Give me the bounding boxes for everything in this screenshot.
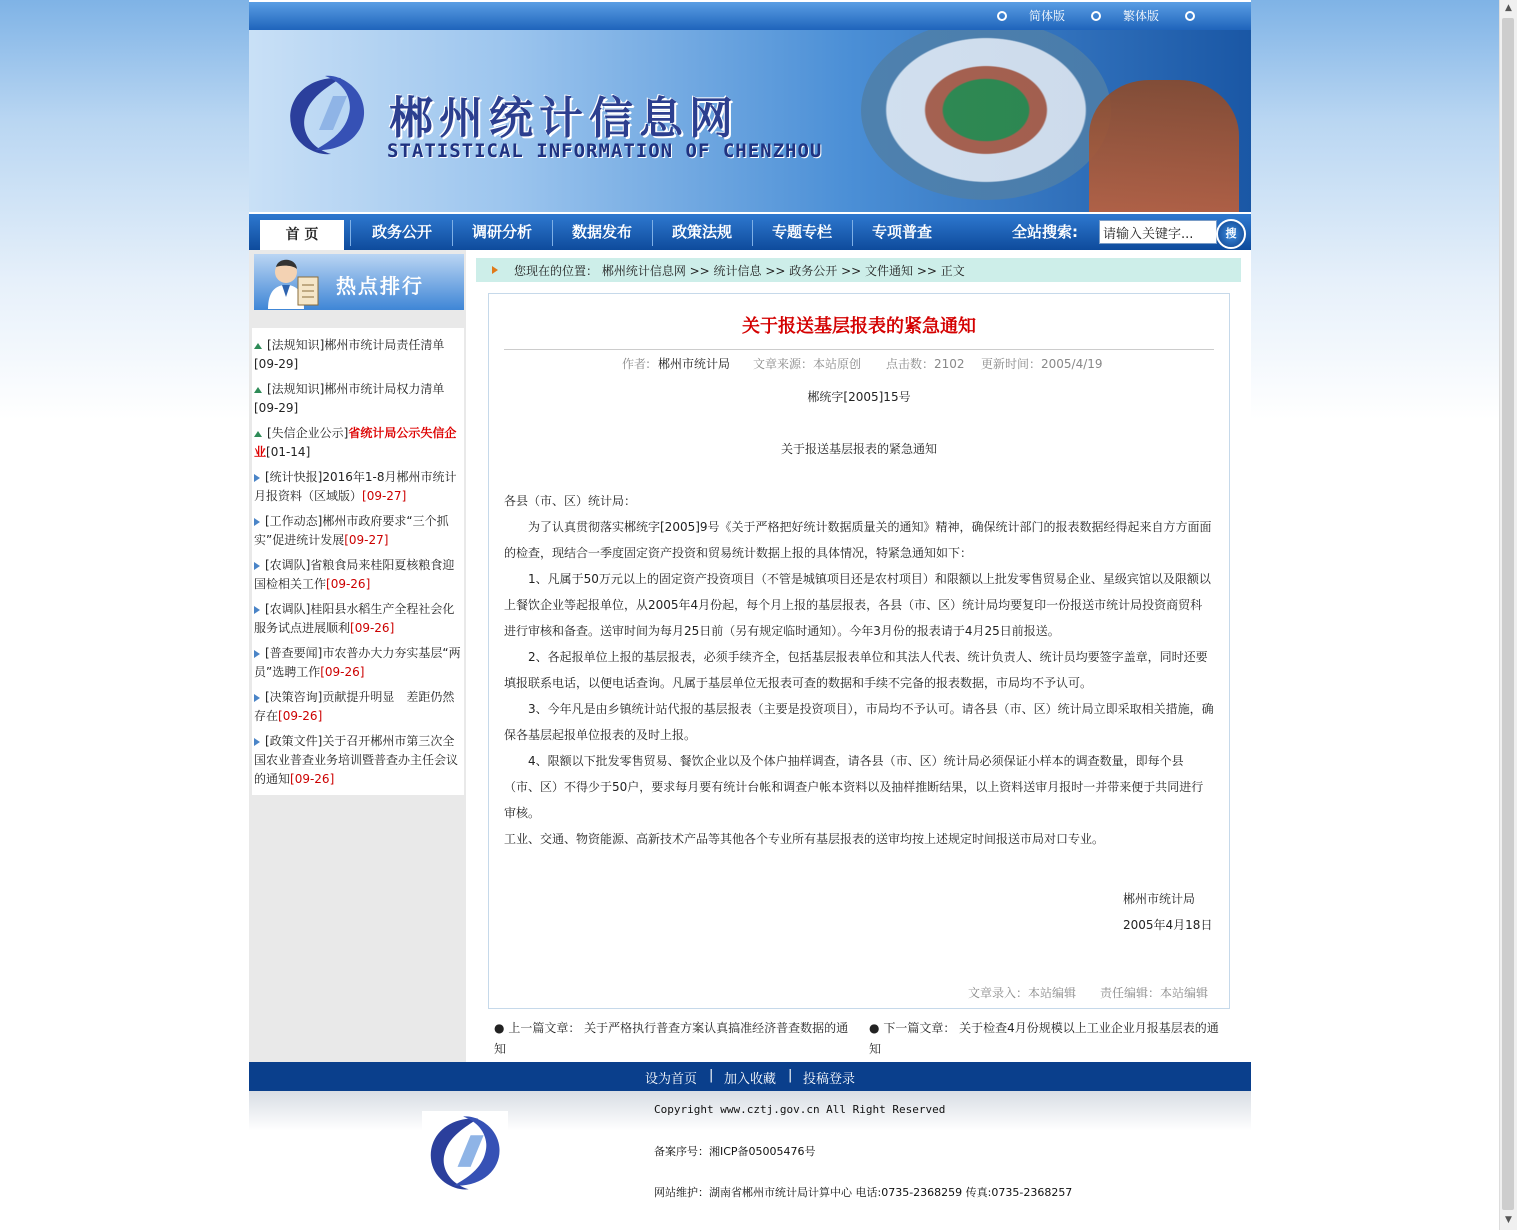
item-title[interactable]: 省统计局公示失信企业 bbox=[254, 426, 457, 459]
right-arrow-icon bbox=[254, 606, 260, 614]
list-item[interactable] bbox=[254, 380, 462, 418]
item-title[interactable]: 2016年1-8月郴州市统计月报资料（区域版） bbox=[254, 470, 457, 503]
stadium-image bbox=[861, 30, 1111, 200]
divider bbox=[504, 349, 1214, 350]
list-item[interactable] bbox=[254, 468, 462, 506]
nav-item-topics[interactable]: 专题专栏 bbox=[771, 223, 832, 241]
top-bar bbox=[249, 0, 1251, 30]
item-title[interactable]: 省粮食局来桂阳夏核粮食迎国检相关工作 bbox=[254, 558, 455, 591]
next-link[interactable]: 关于检查4月份规模以上工业企业月报基层表的通知 bbox=[869, 1021, 1219, 1056]
scroll-up-icon[interactable]: ▲ bbox=[1505, 3, 1512, 13]
search-input[interactable] bbox=[1099, 220, 1217, 244]
nav-item-research[interactable]: 调研分析 bbox=[471, 223, 532, 241]
article-title: 关于报送基层报表的紧急通知 bbox=[742, 316, 976, 337]
item-category: [法规知识] bbox=[267, 382, 325, 396]
paragraph: 工业、交通、物资能源、高新技术产品等其他各个专业所有基层报表的送审均按上述规定时间报送市局对口专业。 bbox=[504, 832, 1105, 846]
paragraph: 4、限额以下批发零售贸易、餐饮企业以及个体户抽样调查，请各县（市、区）统计局必须保证小样本的调查数量，即每个县（市、区）不得少于50户，要求每月要有统计台帐和调查户帐本资料以及抽样推断结果，以上资料送审月报时一并带来便于共同进行审核。 bbox=[504, 754, 1204, 820]
breadcrumb bbox=[476, 258, 1241, 282]
page-container bbox=[249, 0, 1251, 1212]
right-arrow-icon bbox=[254, 694, 260, 702]
paragraph: 3、今年凡是由乡镇统计站代报的基层报表（主要是投资项目），市局均不予认可。请各县（市、区）统计局立即采取相关措施，确保各基层起报单位报表的及时上报。 bbox=[504, 702, 1214, 742]
list-item[interactable] bbox=[254, 688, 462, 726]
submit-login-link[interactable]: 投稿登录 bbox=[803, 1072, 856, 1087]
separator: | bbox=[709, 1068, 714, 1083]
list-item[interactable] bbox=[254, 732, 462, 789]
traditional-link[interactable]: 繁体版 bbox=[1123, 9, 1160, 23]
greeting: 各县（市、区）统计局： bbox=[504, 494, 637, 508]
editor: 责任编辑：本站编辑 bbox=[1100, 986, 1209, 1000]
update-time: 更新时间：2005/4/19 bbox=[981, 357, 1103, 371]
search-button[interactable]: 搜 bbox=[1216, 219, 1246, 249]
list-item[interactable] bbox=[254, 336, 462, 374]
site-logo-icon bbox=[281, 70, 373, 158]
up-arrow-icon bbox=[254, 431, 262, 437]
prev-link[interactable]: 关于严格执行普查方案认真搞准经济普查数据的通知 bbox=[494, 1021, 849, 1056]
item-title[interactable]: 市农普办大力夯实基层“两员”选聘工作 bbox=[254, 646, 461, 679]
footer-logo-icon bbox=[422, 1111, 508, 1193]
copyright: Copyright www.cztj.gov.cn All Right Reserved bbox=[654, 1103, 946, 1116]
nav-item-policy[interactable]: 政策法规 bbox=[671, 223, 732, 241]
paragraph: 为了认真贯彻落实郴统字[2005]9号《关于严格把好统计数据质量关的通知》精神，确保统计部门的报表数据经得起来自方方面面的检查，现结合一季度固定资产投资和贸易统计数据上报的具体情况，特紧急通知如下： bbox=[504, 520, 1212, 560]
item-category: [法规知识] bbox=[267, 338, 325, 352]
nav-item-data-release[interactable]: 数据发布 bbox=[571, 223, 632, 241]
sidebar bbox=[249, 250, 466, 1062]
item-date: [09-26] bbox=[326, 577, 371, 591]
bullet-icon: ● bbox=[494, 1021, 505, 1035]
list-item[interactable] bbox=[254, 556, 462, 594]
item-title[interactable]: 郴州市政府要求“三个抓实”促进统计发展 bbox=[254, 514, 449, 547]
up-arrow-icon bbox=[254, 387, 262, 393]
hot-ranking-header bbox=[254, 254, 464, 310]
item-title[interactable]: 关于召开郴州市第三次全国农业普查业务培训暨普查办主任会议的通知 bbox=[254, 734, 459, 786]
item-category: [普查要闻] bbox=[265, 646, 323, 660]
item-category: [农调队] bbox=[265, 558, 311, 572]
list-item[interactable] bbox=[254, 600, 462, 638]
right-arrow-icon bbox=[254, 650, 260, 658]
arrow-icon bbox=[492, 266, 498, 274]
list-item[interactable] bbox=[254, 424, 462, 462]
item-date: [09-26] bbox=[350, 621, 395, 635]
nav-item-gov-affairs[interactable]: 政务公开 bbox=[371, 223, 432, 241]
item-date: [09-26] bbox=[320, 665, 365, 679]
item-category: [统计快报] bbox=[265, 470, 323, 484]
item-date: [09-27] bbox=[362, 489, 407, 503]
item-category: [工作动态] bbox=[265, 514, 323, 528]
right-arrow-icon bbox=[254, 474, 260, 482]
item-title[interactable]: 郴州市统计局责任清单 bbox=[324, 338, 445, 352]
bullet-icon: ● bbox=[869, 1021, 880, 1035]
hot-ranking-title: 热点排行 bbox=[336, 274, 424, 298]
list-item[interactable] bbox=[254, 644, 462, 682]
item-category: [失信企业公示] bbox=[267, 426, 349, 440]
item-title[interactable]: 贡献提升明显 差距仍然存在 bbox=[254, 690, 455, 723]
paragraph: 1、凡属于50万元以上的固定资产投资项目（不管是城镇项目还是农村项目）和限额以上批发零售贸易企业、星级宾馆以及限额以上餐饮企业等起报单位，从2005年4月份起，每个月上报的基层报表，各县（市、区）统计局均要复印一份报送市统计局投资商贸科进行审核和备查。送审时间为每月25日前（另有规定临时通知）。今年3月份的报表请于4月25日前报送。 bbox=[504, 572, 1211, 638]
item-date: [09-29] bbox=[254, 357, 299, 371]
item-date: [09-26] bbox=[290, 772, 335, 786]
scroll-thumb[interactable] bbox=[1502, 18, 1514, 1210]
paragraph: 2、各起报单位上报的基层报表，必须手续齐全，包括基层报表单位和其法人代表、统计负责人、统计员均要签字盖章，同时还要填报联系电话，以便电话查询。凡属于基层单位无报表可查的数据和手续不完备的报表数据，市局均不予认可。 bbox=[504, 650, 1208, 690]
site-subtitle: STATISTICAL INFORMATION OF CHENZHOU bbox=[387, 140, 823, 162]
next-label: 下一篇文章： bbox=[883, 1021, 956, 1035]
banner bbox=[249, 30, 1251, 212]
scroll-down-icon[interactable]: ▼ bbox=[1505, 1215, 1512, 1225]
site-title: 郴州统计信息网 bbox=[389, 93, 739, 144]
sign-date: 2005年4月18日 bbox=[1123, 918, 1213, 932]
statue-image bbox=[1089, 80, 1239, 212]
prev-label: 上一篇文章： bbox=[508, 1021, 581, 1035]
separator: | bbox=[788, 1068, 793, 1083]
item-date: [09-29] bbox=[254, 401, 299, 415]
article bbox=[488, 293, 1230, 1009]
search-label: 全站搜索: bbox=[1012, 223, 1078, 241]
right-arrow-icon bbox=[254, 518, 260, 526]
set-homepage-link[interactable]: 设为首页 bbox=[645, 1072, 698, 1087]
bullet-icon bbox=[1091, 11, 1101, 21]
item-date: [01-14] bbox=[266, 445, 311, 459]
icp-number: 备案序号：湘ICP备05005476号 bbox=[654, 1145, 816, 1158]
simplified-link[interactable]: 简体版 bbox=[1029, 9, 1066, 23]
doc-subtitle: 关于报送基层报表的紧急通知 bbox=[780, 442, 937, 456]
list-item[interactable] bbox=[254, 512, 462, 550]
entry-by: 文章录入：本站编辑 bbox=[968, 986, 1077, 1000]
nav-home[interactable]: 首 页 bbox=[260, 220, 344, 250]
user-avatar-icon bbox=[264, 257, 322, 309]
source: 文章来源：本站原创 bbox=[753, 357, 862, 371]
author: 郴州市统计局 bbox=[658, 357, 731, 371]
item-category: [农调队] bbox=[265, 602, 311, 616]
add-favorite-link[interactable]: 加入收藏 bbox=[724, 1072, 777, 1087]
article-body bbox=[504, 384, 1214, 852]
next-article[interactable] bbox=[869, 1018, 1224, 1060]
item-title[interactable]: 桂阳县水稻生产全程社会化服务试点进展顺利 bbox=[254, 602, 455, 635]
nav-divider bbox=[350, 220, 351, 246]
maintainer: 网站维护：湖南省郴州市统计局计算中心 电话:0735-2368259 传真:0735-2368257 bbox=[654, 1186, 1073, 1199]
bullet-icon bbox=[997, 11, 1007, 21]
nav-item-census[interactable]: 专项普查 bbox=[871, 223, 932, 241]
click-count: 点击数：2102 bbox=[886, 357, 965, 371]
breadcrumb-text[interactable]: 您现在的位置： 郴州统计信息网 >> 统计信息 >> 政务公开 >> 文件通知 >> 正文 bbox=[514, 264, 965, 278]
prev-article[interactable] bbox=[494, 1018, 859, 1060]
item-category: [政策文件] bbox=[265, 734, 323, 748]
scrollbar[interactable] bbox=[1499, 0, 1517, 1230]
item-date: [09-26] bbox=[278, 709, 323, 723]
footer bbox=[249, 1091, 1251, 1212]
bullet-icon bbox=[1185, 11, 1195, 21]
up-arrow-icon bbox=[254, 343, 262, 349]
doc-number: 郴统字[2005]15号 bbox=[807, 390, 911, 404]
main-nav bbox=[249, 214, 1251, 250]
footer-links bbox=[249, 1062, 1251, 1091]
hot-list bbox=[252, 328, 464, 795]
author-label: 作者: bbox=[622, 357, 651, 371]
item-category: [决策咨询] bbox=[265, 690, 323, 704]
right-arrow-icon bbox=[254, 562, 260, 570]
item-title[interactable]: 郴州市统计局权力清单 bbox=[324, 382, 445, 396]
item-date: [09-27] bbox=[344, 533, 389, 547]
sign-org: 郴州市统计局 bbox=[1123, 892, 1196, 906]
right-arrow-icon bbox=[254, 738, 260, 746]
